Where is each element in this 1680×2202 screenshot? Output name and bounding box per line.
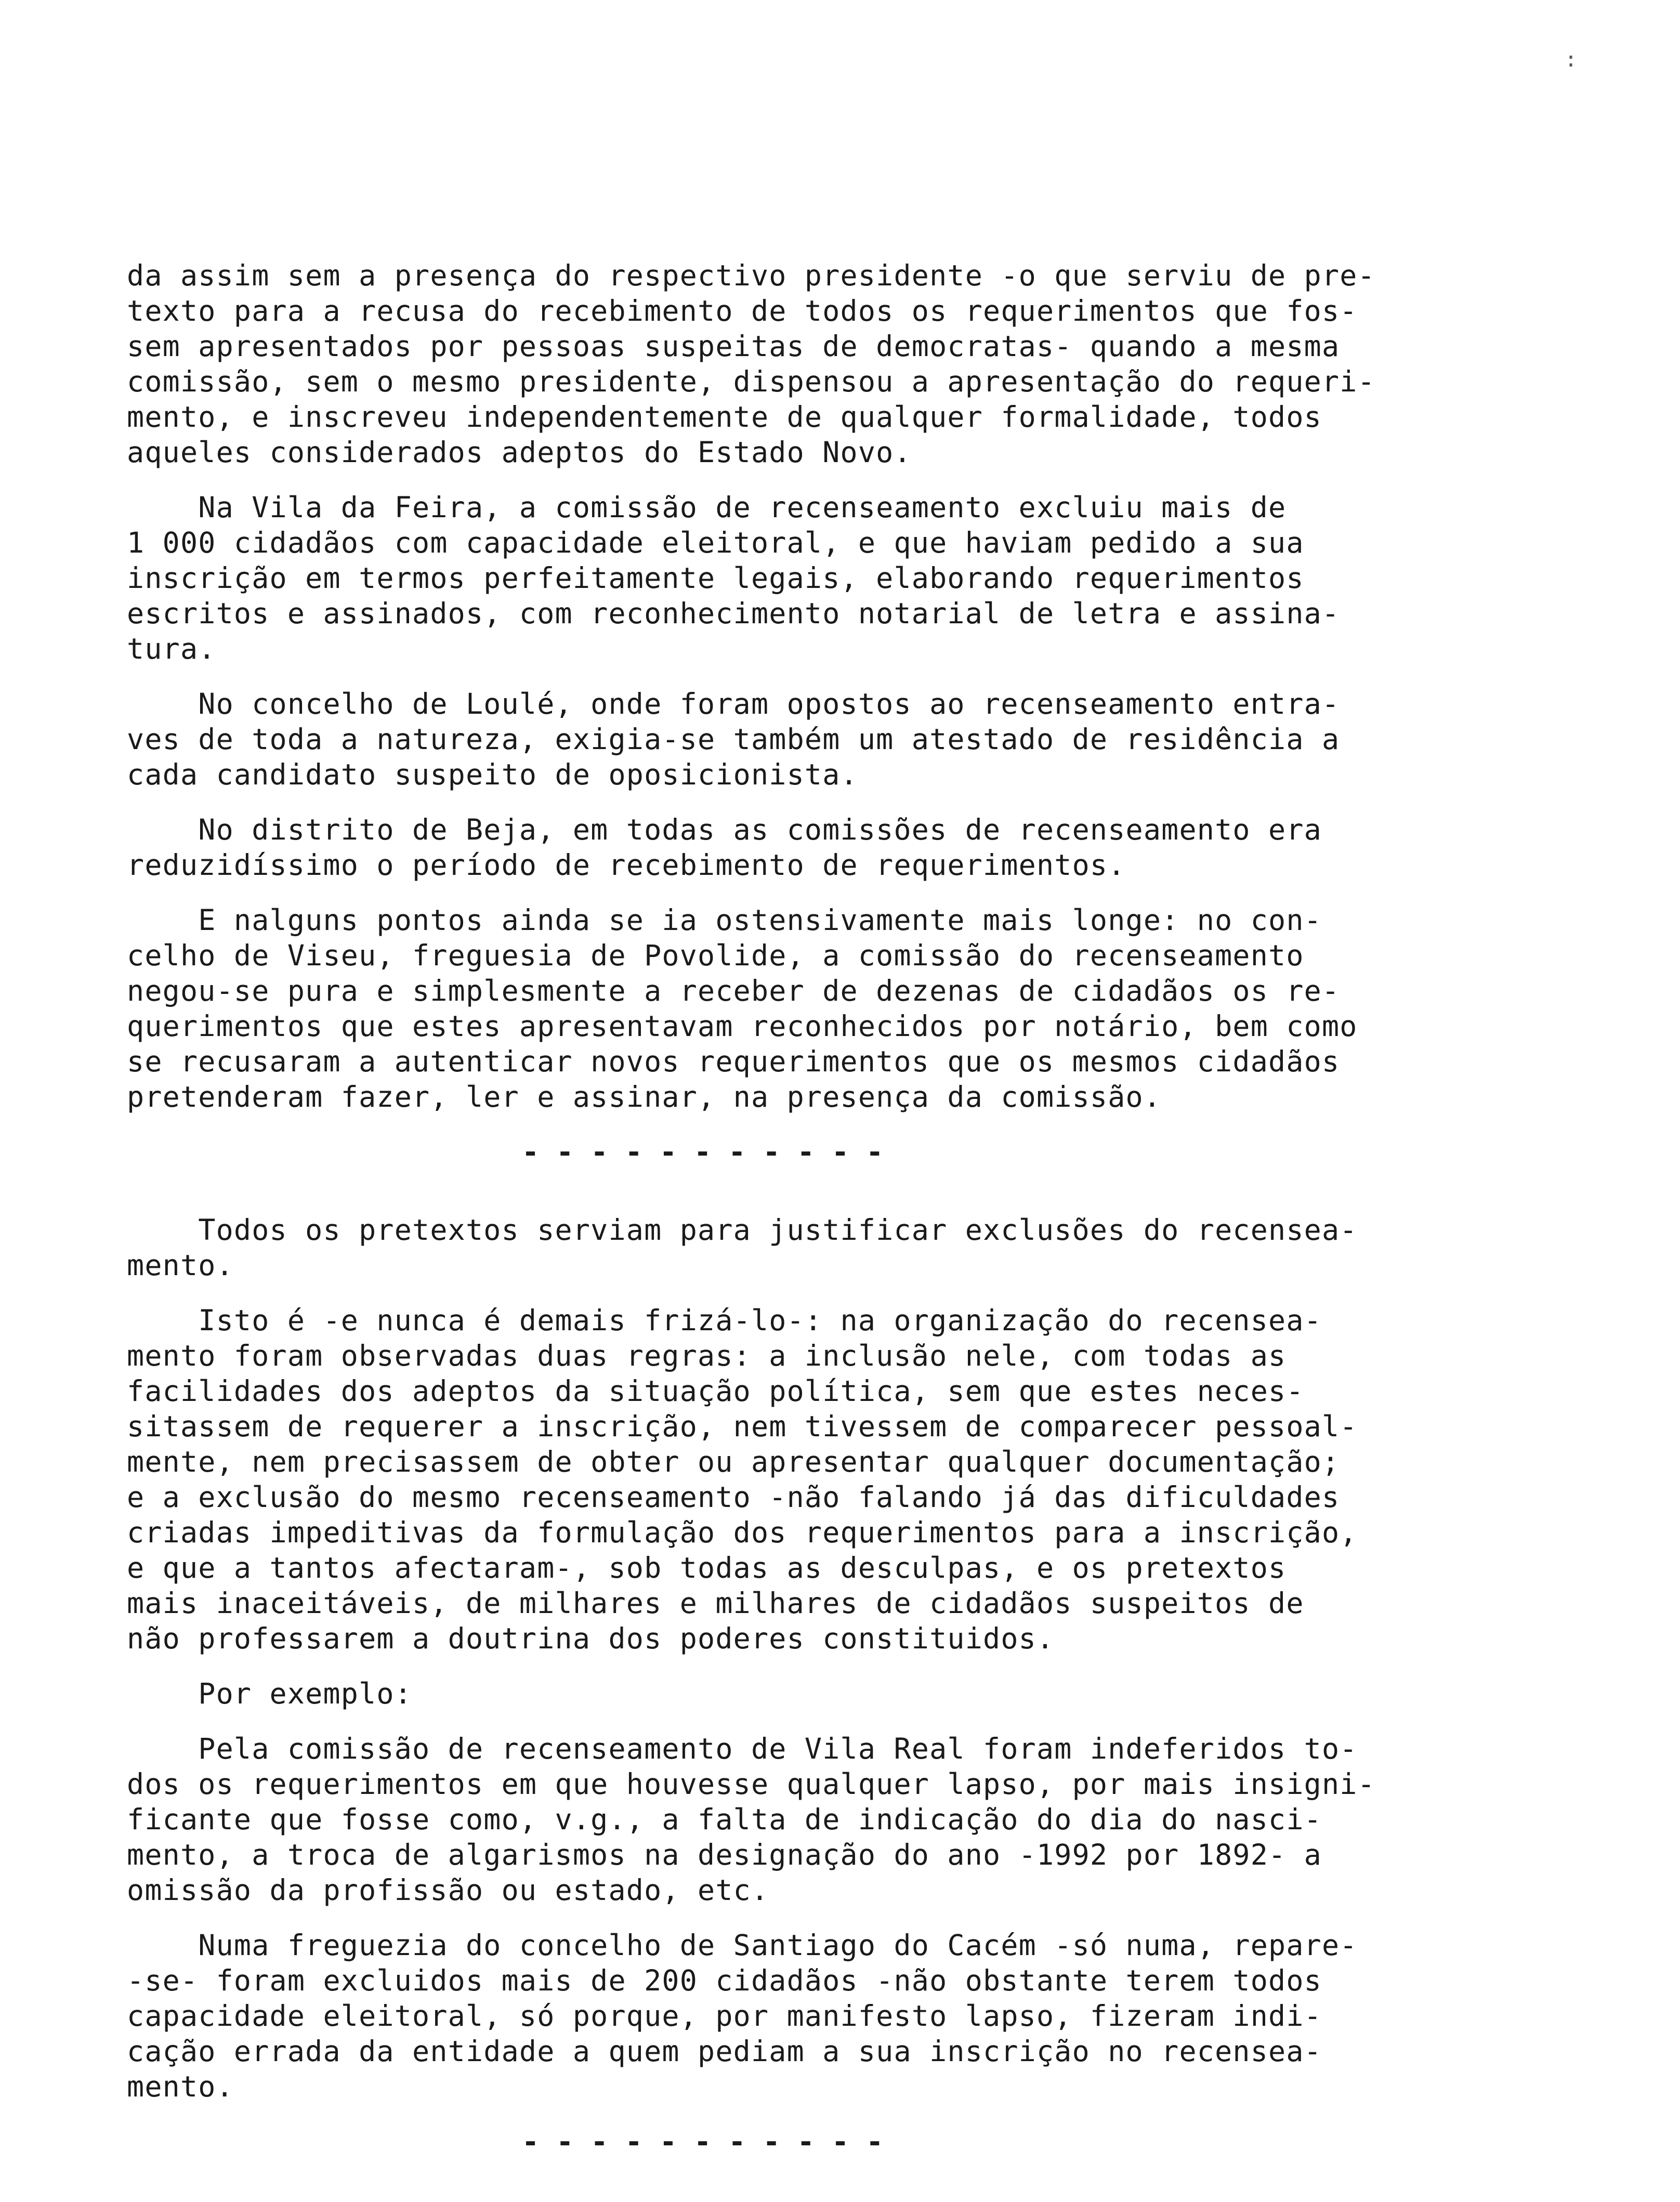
text-line: mento, a troca de algarismos na designação do ano -1992 por 1892- a <box>127 1838 1322 1871</box>
paragraph <box>127 1731 1572 1908</box>
paragraph <box>127 1928 1572 2104</box>
text-line: comissão, sem o mesmo presidente, dispensou a apresentação do requeri- <box>127 365 1375 398</box>
text-line: tura. <box>127 632 216 665</box>
text-line: Numa freguezia do concelho de Santiago do Cacém -só numa, repare- <box>127 1929 1358 1962</box>
text-line: criadas impeditivas da formulação dos requerimentos para a inscrição, <box>127 1516 1358 1549</box>
text-line: escritos e assinados, com reconhecimento notarial de letra e assina- <box>127 597 1340 630</box>
paragraph <box>127 812 1572 883</box>
text-line: Pela comissão de recenseamento de Vila Real foram indeferidos to- <box>127 1732 1358 1765</box>
text-line: cada candidato suspeito de oposicionista. <box>127 758 858 791</box>
text-line: da assim sem a presença do respectivo presidente -o que serviu de pre- <box>127 259 1375 292</box>
paragraph <box>127 1212 1572 1283</box>
text-line: mento, e inscreveu independentemente de qualquer formalidade, todos <box>127 400 1322 434</box>
text-line: texto para a recusa do recebimento de todos os requerimentos que fos- <box>127 294 1358 327</box>
corner-mark: : <box>1565 48 1578 72</box>
section-separator: - - - - - - - - - - - <box>522 2125 884 2158</box>
text-line: se recusaram a autenticar novos requerimentos que os mesmos cidadãos <box>127 1045 1340 1078</box>
text-line: e que a tantos afectaram-, sob todas as desculpas, e os pretextos <box>127 1551 1287 1584</box>
text-line: reduzidíssimo o período de recebimento de requerimentos. <box>127 848 1126 882</box>
text-line: ficante que fosse como, v.g., a falta de indicação do dia do nasci- <box>127 1803 1322 1836</box>
text-line: celho de Viseu, freguesia de Povolide, a comissão do recenseamento <box>127 939 1304 972</box>
text-line: sem apresentados por pessoas suspeitas de democratas- quando a mesma <box>127 330 1340 363</box>
text-line: cação errada da entidade a quem pediam a sua inscrição no recensea- <box>127 2035 1322 2068</box>
text-line: querimentos que estes apresentavam reconhecidos por notário, bem como <box>127 1010 1358 1043</box>
text-line: mento. <box>127 2070 234 2103</box>
document-body <box>127 258 1572 2202</box>
text-line: omissão da profissão ou estado, etc. <box>127 1873 769 1907</box>
text-line: negou-se pura e simplesmente a receber de dezenas de cidadãos os re- <box>127 974 1340 1007</box>
text-line: sitassem de requerer a inscrição, nem tivessem de comparecer pessoal- <box>127 1410 1358 1443</box>
paragraph <box>127 258 1572 470</box>
text-line: pretenderam fazer, ler e assinar, na presença da comissão. <box>127 1080 1162 1113</box>
text-line: -se- foram excluidos mais de 200 cidadãos -não obstante terem todos <box>127 1964 1322 1997</box>
text-line: Todos os pretextos serviam para justificar exclusões do recensea- <box>127 1213 1358 1247</box>
text-line: facilidades dos adeptos da situação política, sem que estes neces- <box>127 1374 1304 1408</box>
text-line: aqueles considerados adeptos do Estado Novo. <box>127 436 912 469</box>
paragraph <box>127 1676 1572 1711</box>
text-line: mento foram observadas duas regras: a inclusão nele, com todas as <box>127 1339 1287 1372</box>
text-line: 1 000 cidadãos com capacidade eleitoral, e que haviam pedido a sua <box>127 526 1304 559</box>
paragraph <box>127 686 1572 792</box>
text-line: e a exclusão do mesmo recenseamento -não falando já das dificuldades <box>127 1480 1340 1514</box>
text-line: não professarem a doutrina dos poderes constituidos. <box>127 1622 1055 1655</box>
text-line: Na Vila da Feira, a comissão de recenseamento excluiu mais de <box>127 491 1287 524</box>
text-line: dos os requerimentos em que houvesse qualquer lapso, por mais insigni- <box>127 1767 1375 1801</box>
text-line: inscrição em termos perfeitamente legais, elaborando requerimentos <box>127 561 1304 595</box>
text-line: mais inaceitáveis, de milhares e milhares de cidadãos suspeitos de <box>127 1587 1304 1620</box>
text-line: mento. <box>127 1249 234 1282</box>
text-line: ves de toda a natureza, exigia-se também um atestado de residência a <box>127 723 1340 756</box>
text-line: mente, nem precisassem de obter ou apresentar qualquer documentação; <box>127 1445 1340 1478</box>
text-line: Isto é -e nunca é demais frizá-lo-: na organização do recensea- <box>127 1304 1322 1337</box>
text-line: capacidade eleitoral, só porque, por manifesto lapso, fizeram indi- <box>127 1999 1322 2033</box>
text-line: No distrito de Beja, em todas as comissões de recenseamento era <box>127 813 1322 846</box>
paragraph <box>127 490 1572 666</box>
section-separator: - - - - - - - - - - - <box>522 1135 884 1169</box>
text-line: E nalguns pontos ainda se ia ostensivamente mais longe: no con- <box>127 903 1322 937</box>
paragraph <box>127 902 1572 1115</box>
paragraph <box>127 1303 1572 1656</box>
text-line: No concelho de Loulé, onde foram opostos ao recenseamento entra- <box>127 687 1340 720</box>
text-line: Por exemplo: <box>127 1677 413 1710</box>
